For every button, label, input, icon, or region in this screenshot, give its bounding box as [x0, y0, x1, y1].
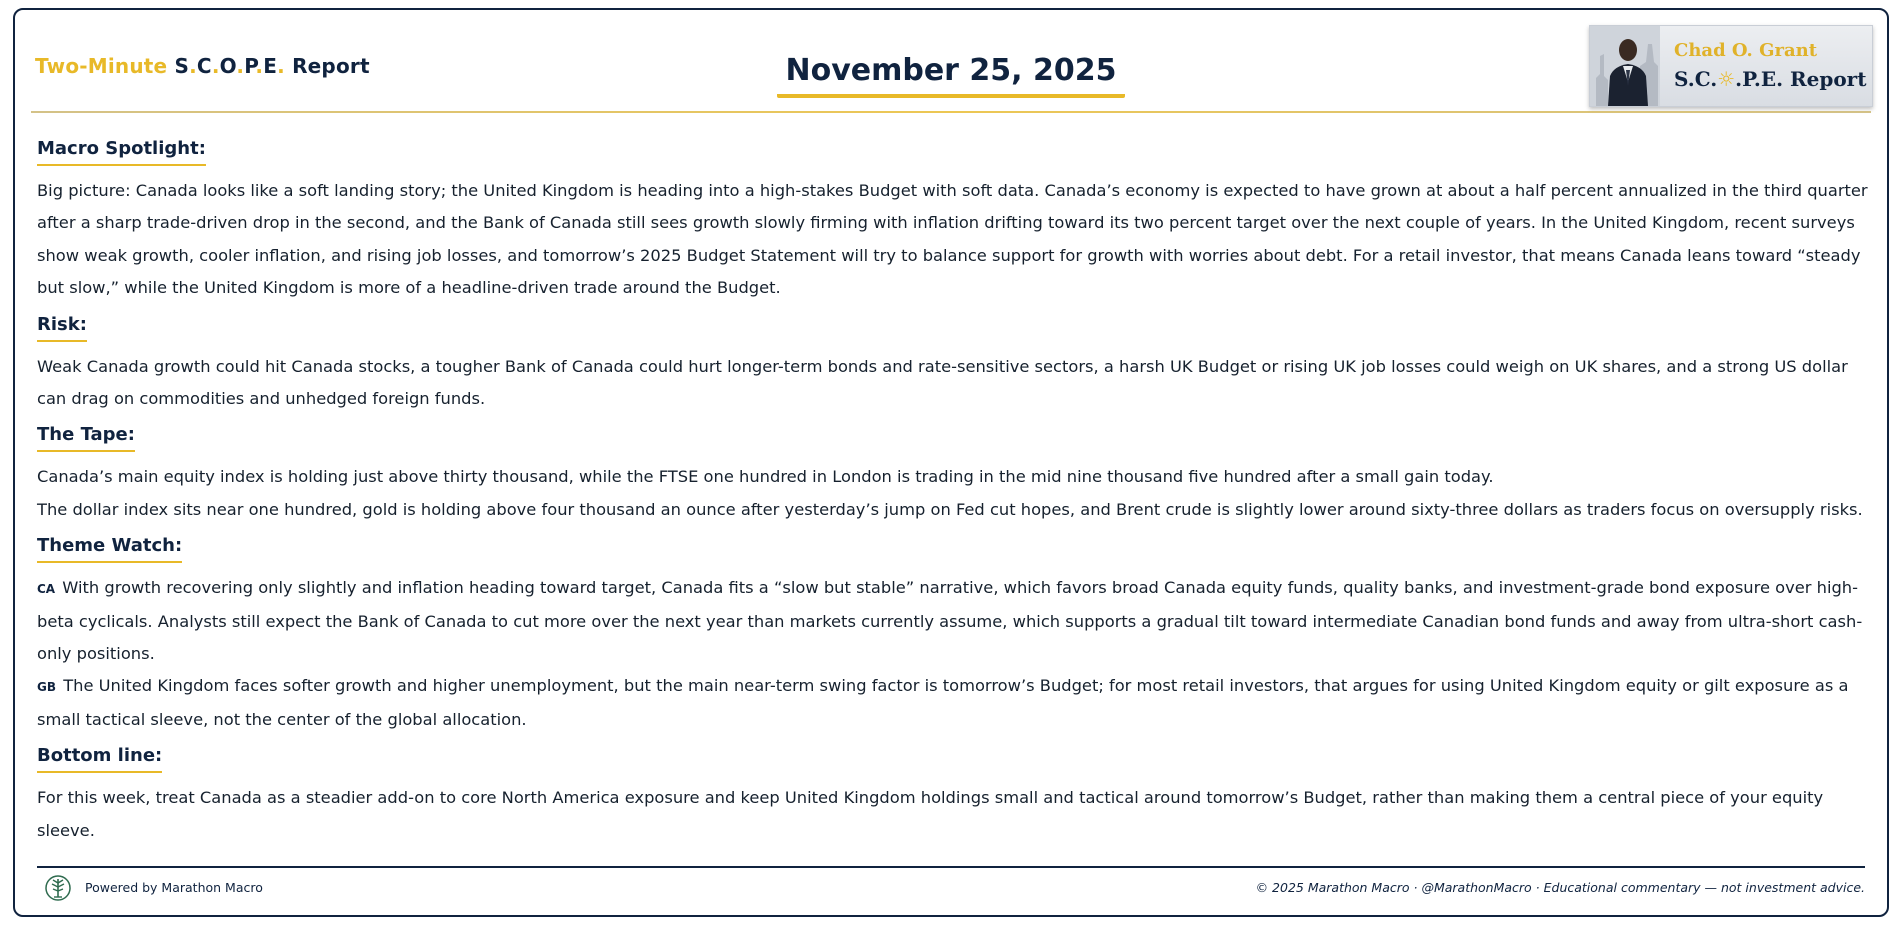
brand-scope: S.C.O.P.E. — [174, 54, 285, 78]
author-name: Chad O. Grant — [1674, 40, 1818, 61]
section-title: Bottom line: — [37, 745, 162, 773]
theme-item-ca: CA With growth recovering only slightly and inflation heading toward target, Canada fits a “slow but stable” narrative, which favors broad Canada equity funds, quality banks, and investment-grade bond exposure over high-beta cyclicals. Analysts still expect the Bank of Canada to cut more over the next year than markets currently assume, which supports a gradual tilt toward intermediate Canadian bond funds and away from ultra-short cash-only positions. — [37, 578, 1863, 664]
report-footer — [37, 872, 1865, 902]
section-title: The Tape: — [37, 424, 135, 452]
section-paragraph: Weak Canada growth could hit Canada stocks, a tougher Bank of Canada could hurt longer-term bonds and rate-sensitive sectors, a harsh UK Budget or rising UK job losses could weigh on UK shares, and a strong US dollar can drag on commodities and unhedged foreign funds. — [37, 356, 1848, 409]
header-divider — [31, 111, 1871, 113]
section-macro-spotlight — [37, 138, 1877, 305]
section-paragraph: For this week, treat Canada as a steadier add-on to core North America exposure and keep United Kingdom holdings small and tactical around tomorrow’s Budget, rather than making them a central piece of your equity sleeve. — [37, 788, 1824, 840]
report-body — [37, 138, 1877, 847]
country-code-gb: GB — [37, 680, 56, 695]
brand-prefix: Two-Minute — [35, 54, 168, 78]
section-bottom-line — [37, 745, 1877, 847]
country-code-ca: CA — [37, 582, 56, 597]
report-card — [13, 8, 1889, 917]
section-title: Risk: — [37, 314, 87, 342]
powered-by: Powered by Marathon Macro — [85, 880, 263, 895]
section-title: Theme Watch: — [37, 535, 182, 563]
report-date: November 25, 2025 — [777, 45, 1124, 98]
section-title: Macro Spotlight: — [37, 138, 206, 166]
footer-divider — [37, 866, 1865, 868]
section-paragraph: Canada’s main equity index is holding just above thirty thousand, while the FTSE one hundred in London is trading in the mid nine thousand five hundred after a small gain today. — [37, 467, 1494, 487]
section-paragraph: Big picture: Canada looks like a soft landing story; the United Kingdom is heading into a high-stakes Budget with soft data. Canada’s economy is expected to have grown at about a half percent annualized in the third quarter after a sharp trade-driven drop in the second, and the Bank of Canada still sees growth slowly firming with inflation drifting toward its two percent target over the next couple of years. In the United Kingdom, recent surveys show weak growth, cooler inflation, and rising job losses, and tomorrow’s 2025 Budget Statement will try to balance support for growth with worries about debt. For a retail investor, that means Canada leans toward “steady but slow,” while the United Kingdom is more of a headline-driven trade around the Budget. — [37, 181, 1868, 298]
section-paragraph: The dollar index sits near one hundred, gold is holding above four thousand an ounce after yesterday’s jump on Fed cut hopes, and Brent crude is slightly lower around sixty-three dollars as traders focus on oversupply risks. — [37, 499, 1863, 519]
sun-icon: ☼ — [1717, 67, 1736, 91]
author-photo — [1590, 26, 1660, 106]
marathon-macro-logo-icon — [45, 875, 71, 901]
section-theme-watch — [37, 535, 1877, 736]
copyright-notice: © 2025 Marathon Macro · @MarathonMacro · Educational commentary — not investment advice. — [1255, 880, 1865, 895]
report-header — [15, 10, 1887, 114]
author-badge — [1589, 25, 1873, 107]
section-the-tape — [37, 424, 1877, 526]
badge-report-title: S.C.☼.P.E. Report — [1674, 67, 1867, 91]
brand-suffix: Report — [292, 54, 370, 78]
section-risk — [37, 314, 1877, 416]
theme-item-gb: GB The United Kingdom faces softer growth and higher unemployment, but the main near-term swing factor is tomorrow’s Budget; for most retail investors, that argues for using United Kingdom equity or gilt exposure as a small tactical sleeve, not the center of the global allocation. — [37, 676, 1849, 729]
